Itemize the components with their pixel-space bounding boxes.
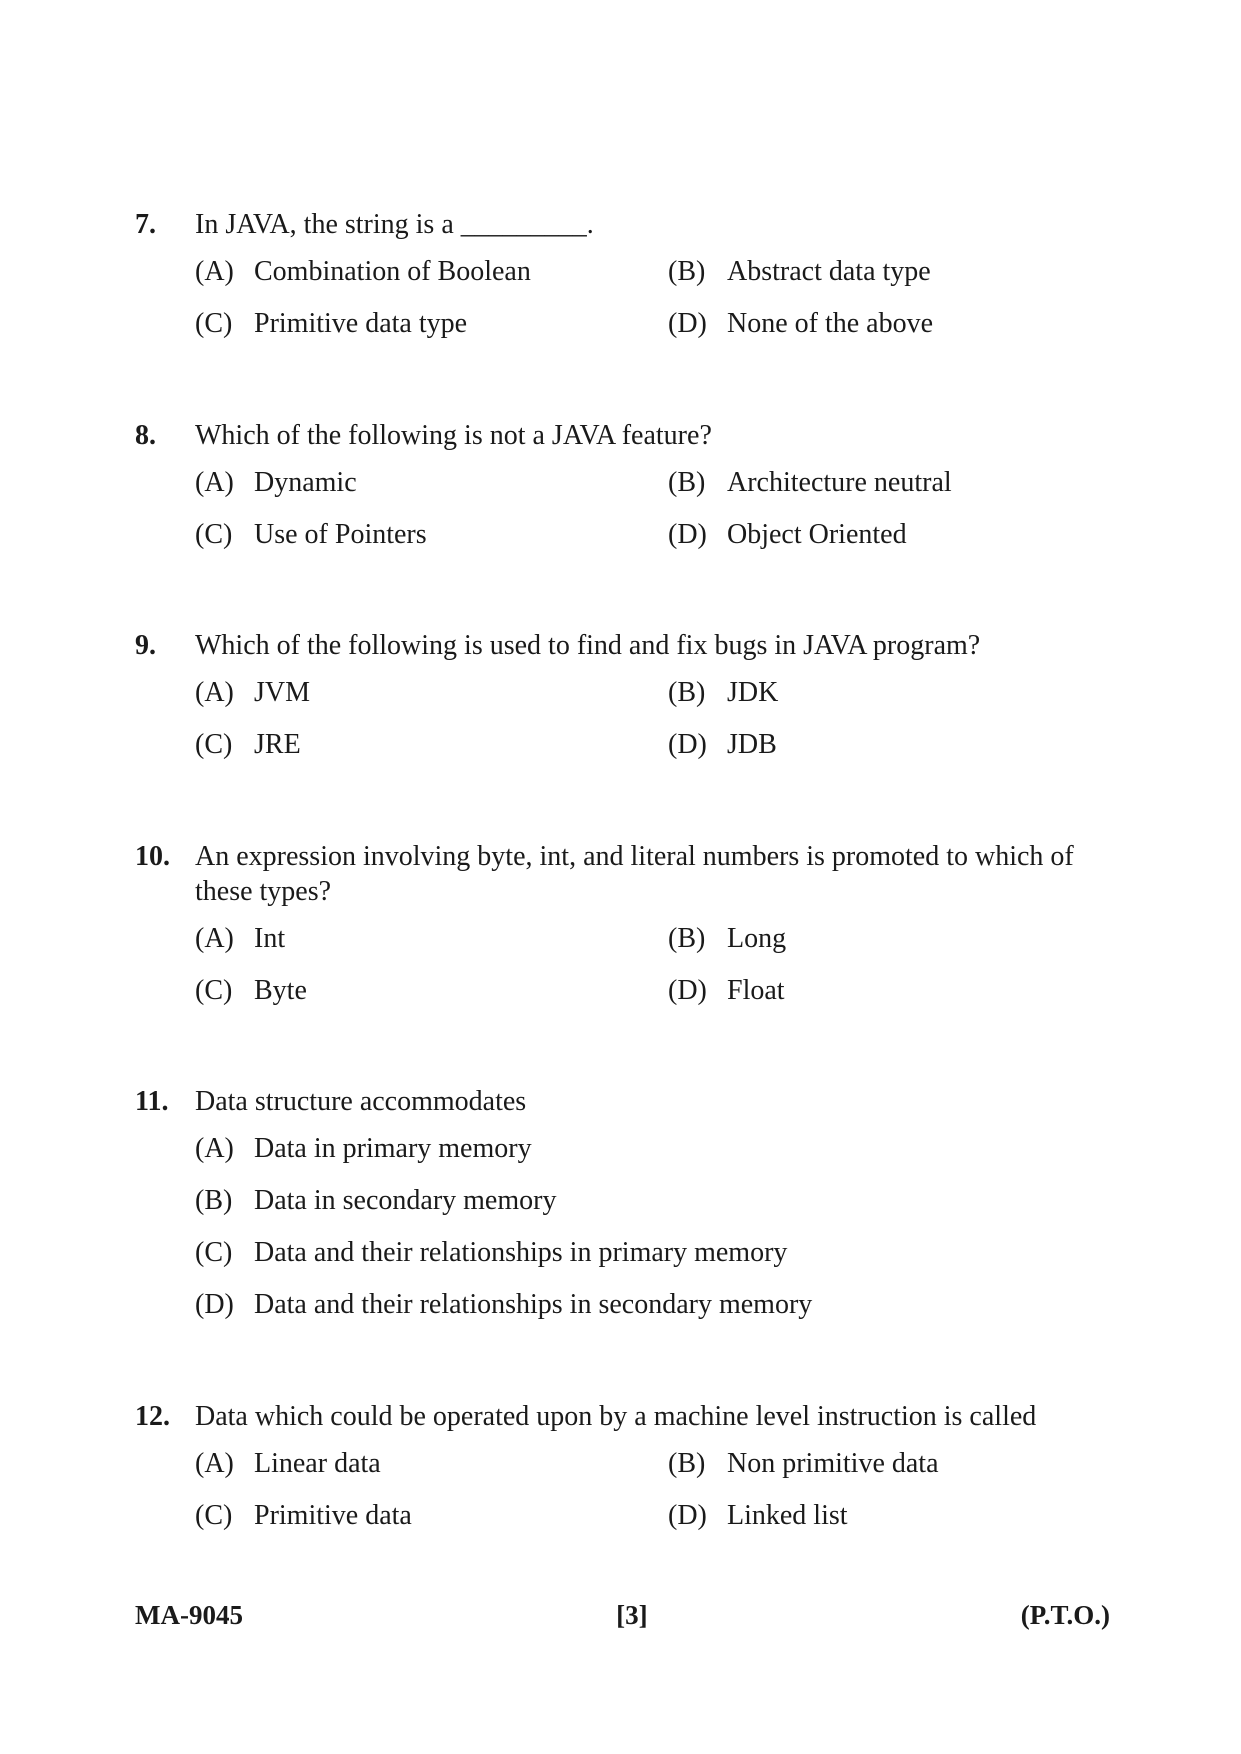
option-text: Primitive data type <box>254 308 468 339</box>
option-text: Data and their relationships in secondary memory <box>254 1289 813 1320</box>
question-number: 10. <box>135 841 170 872</box>
option-letter: (C) <box>195 1237 233 1268</box>
option-c <box>195 1498 668 1533</box>
option-letter: (D) <box>668 1500 707 1531</box>
question-number: 11. <box>135 1086 169 1117</box>
question-number: 12. <box>135 1401 170 1432</box>
option-letter: (C) <box>195 975 233 1006</box>
question-text: An expression involving byte, int, and literal numbers is promoted to which of these types? <box>195 841 1074 907</box>
option-a <box>195 921 668 956</box>
option-letter: (B) <box>195 1185 233 1216</box>
option-d <box>668 306 1095 341</box>
option-a <box>195 1446 668 1481</box>
option-text: JVM <box>254 677 311 708</box>
option-d <box>668 727 1095 762</box>
question-text: Data structure accommodates <box>195 1086 527 1117</box>
question-11 <box>135 1084 1095 1322</box>
option-letter: (D) <box>668 729 707 760</box>
option-letter: (C) <box>195 1500 233 1531</box>
option-b <box>195 1183 1095 1218</box>
question-number: 9. <box>135 630 156 661</box>
option-text: Non primitive data <box>727 1448 939 1479</box>
option-letter: (A) <box>195 1133 234 1164</box>
option-d <box>668 973 1095 1008</box>
option-letter: (A) <box>195 256 234 287</box>
option-text: Data in secondary memory <box>254 1185 557 1216</box>
option-letter: (A) <box>195 1448 234 1479</box>
option-c <box>195 973 668 1008</box>
option-letter: (D) <box>668 975 707 1006</box>
option-text: Combination of Boolean <box>254 256 531 287</box>
option-letter: (B) <box>668 923 706 954</box>
page-footer <box>135 1600 1110 1631</box>
option-text: Float <box>727 975 785 1006</box>
please-turn-over: (P.T.O.) <box>1020 1600 1110 1630</box>
question-number: 7. <box>135 209 156 240</box>
option-b <box>668 921 1095 956</box>
option-letter: (D) <box>195 1289 234 1320</box>
option-letter: (B) <box>668 467 706 498</box>
option-text: None of the above <box>727 308 934 339</box>
option-c <box>195 1235 1095 1270</box>
option-text: Data in primary memory <box>254 1133 532 1164</box>
question-text: Data which could be operated upon by a machine level instruction is called <box>195 1401 1037 1432</box>
option-text: Int <box>254 923 286 954</box>
option-text: Byte <box>254 975 307 1006</box>
option-letter: (C) <box>195 729 233 760</box>
question-text: Which of the following is not a JAVA feature? <box>195 420 712 451</box>
question-10 <box>135 839 1095 1008</box>
option-letter: (C) <box>195 308 233 339</box>
option-letter: (D) <box>668 308 707 339</box>
option-a <box>195 254 668 289</box>
paper-code: MA-9045 <box>135 1600 243 1630</box>
option-letter: (B) <box>668 677 706 708</box>
option-c <box>195 517 668 552</box>
option-text: JDK <box>727 677 779 708</box>
option-d <box>668 517 1095 552</box>
option-letter: (B) <box>668 256 706 287</box>
option-letter: (A) <box>195 677 234 708</box>
page-number: [3] <box>616 1600 648 1630</box>
option-c <box>195 306 668 341</box>
option-text: JRE <box>254 729 301 760</box>
option-letter: (A) <box>195 923 234 954</box>
question-12 <box>135 1399 1095 1533</box>
option-letter: (D) <box>668 519 707 550</box>
option-a <box>195 675 668 710</box>
option-text: Linear data <box>254 1448 381 1479</box>
option-a <box>195 1131 1095 1166</box>
option-letter: (C) <box>195 519 233 550</box>
question-8 <box>135 418 1095 552</box>
option-text: Abstract data type <box>727 256 931 287</box>
option-text: JDB <box>727 729 777 760</box>
option-b <box>668 1446 1095 1481</box>
option-text: Linked list <box>727 1500 848 1531</box>
option-letter: (B) <box>668 1448 706 1479</box>
question-9 <box>135 628 1095 762</box>
option-text: Object Oriented <box>727 519 907 550</box>
option-c <box>195 727 668 762</box>
option-d <box>195 1287 1095 1322</box>
option-text: Primitive data <box>254 1500 412 1531</box>
option-b <box>668 675 1095 710</box>
option-text: Data and their relationships in primary memory <box>254 1237 788 1268</box>
option-text: Use of Pointers <box>254 519 427 550</box>
option-text: Dynamic <box>254 467 357 498</box>
option-text: Architecture neutral <box>727 467 952 498</box>
question-text: Which of the following is used to find and fix bugs in JAVA program? <box>195 630 981 661</box>
question-number: 8. <box>135 420 156 451</box>
question-text: In JAVA, the string is a _________. <box>195 209 594 240</box>
option-b <box>668 465 1095 500</box>
option-a <box>195 465 668 500</box>
option-d <box>668 1498 1095 1533</box>
option-text: Long <box>727 923 787 954</box>
question-7 <box>135 207 1095 341</box>
option-b <box>668 254 1095 289</box>
option-letter: (A) <box>195 467 234 498</box>
